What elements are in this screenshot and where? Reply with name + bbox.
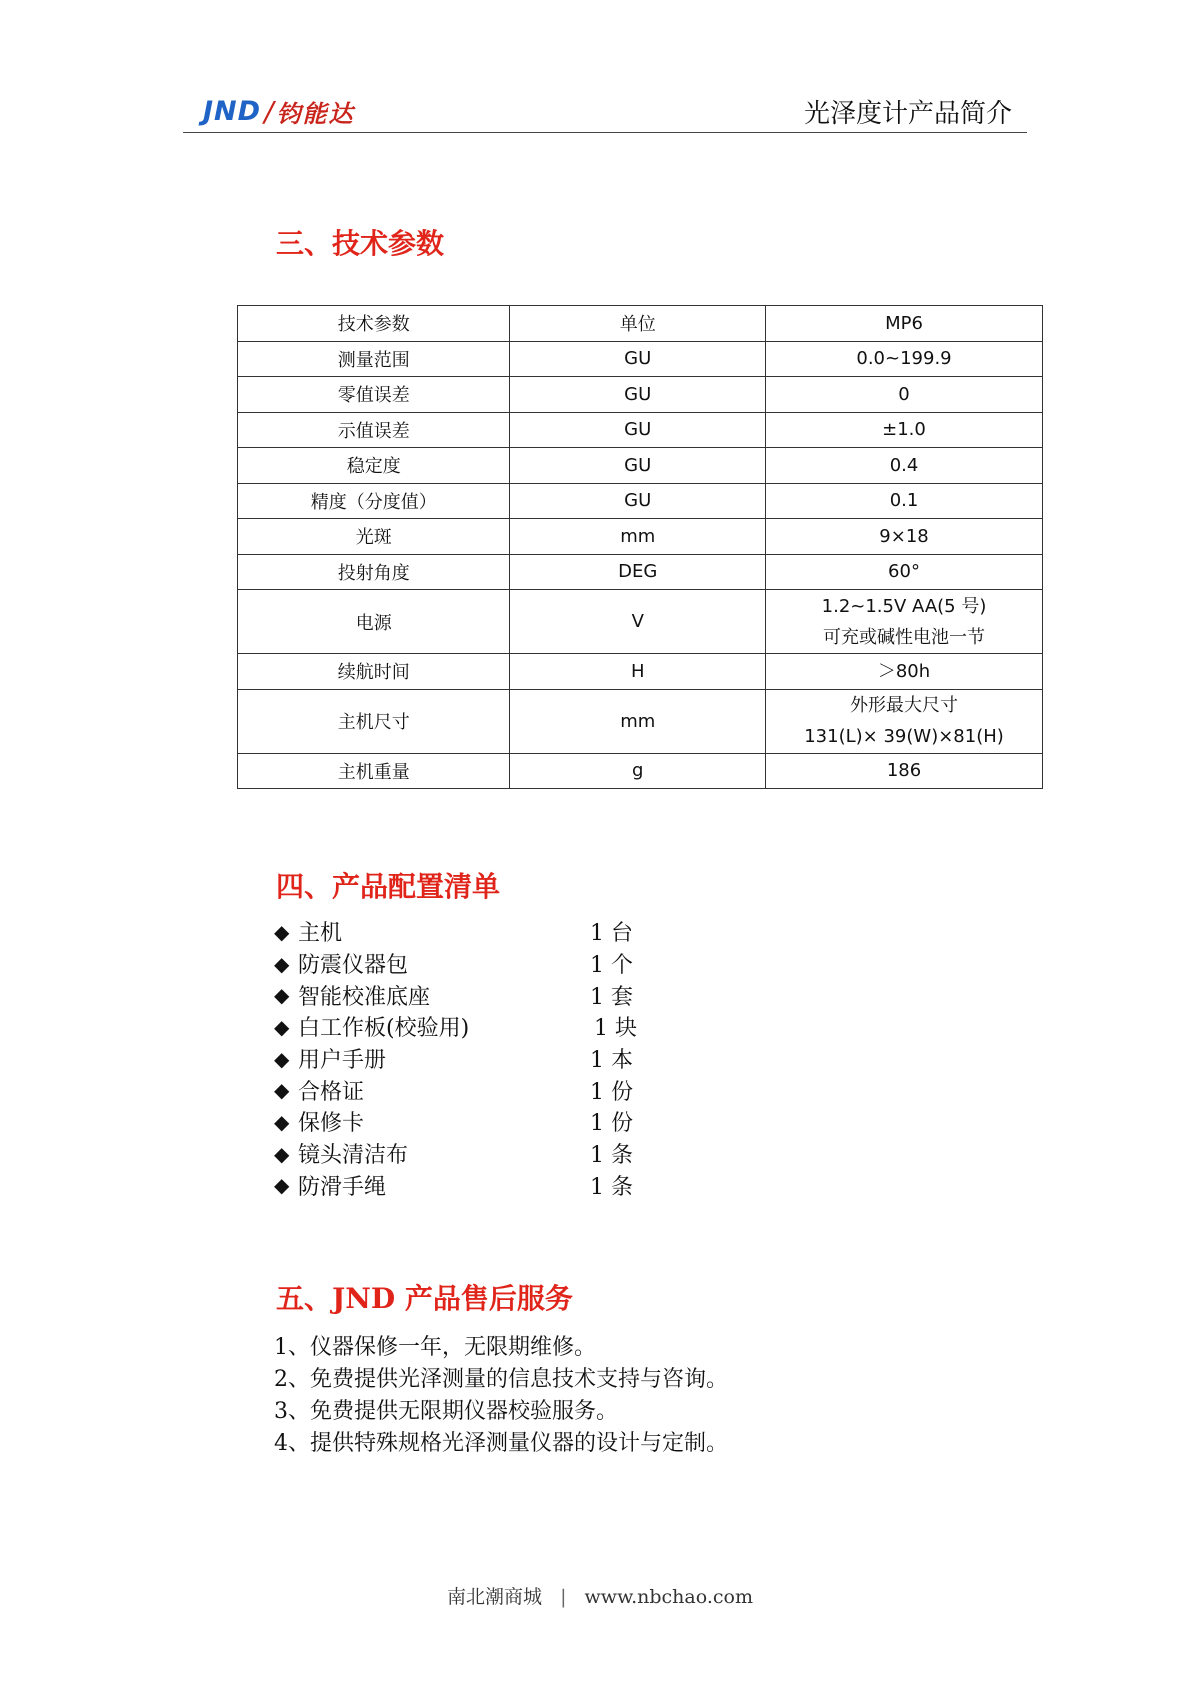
logo-latin-text: JND xyxy=(203,95,262,127)
list-item xyxy=(274,1043,774,1075)
value-cell: 60° xyxy=(766,554,1043,590)
diamond-bullet-icon: ◆ xyxy=(274,1078,290,1103)
list-item xyxy=(274,916,774,948)
param-cell: 电源 xyxy=(238,590,510,654)
param-cell: 光斑 xyxy=(238,519,510,555)
item-quantity: 1 台 xyxy=(590,921,633,947)
header-unit: 单位 xyxy=(510,306,766,342)
value-line: 1.2~1.5V AA(5 号) xyxy=(821,595,987,617)
item-quantity: 1 套 xyxy=(590,984,633,1010)
param-cell: 测量范围 xyxy=(238,341,510,377)
param-cell: 示值误差 xyxy=(238,412,510,448)
item-quantity: 1 本 xyxy=(590,1048,633,1074)
item-name: 合格证 xyxy=(298,1079,365,1105)
param-cell: 精度（分度值） xyxy=(238,483,510,519)
item-quantity: 1 条 xyxy=(590,1174,633,1200)
unit-cell: GU xyxy=(510,377,766,413)
value-line: 外形最大尺寸 xyxy=(850,695,958,716)
table-row xyxy=(238,753,1043,789)
after-sales-list xyxy=(274,1332,1034,1460)
item-name: 主机 xyxy=(298,921,343,947)
value-line: 可充或碱性电池一节 xyxy=(823,626,985,648)
item-name: 白工作板(校验用) xyxy=(298,1016,470,1042)
item-quantity: 1 份 xyxy=(590,1111,633,1137)
item-name: 防滑手绳 xyxy=(298,1174,387,1200)
after-sales-heading: 五、JND 产品售后服务 xyxy=(276,1282,573,1315)
table-row xyxy=(238,377,1043,413)
param-cell: 续航时间 xyxy=(238,654,510,690)
value-cell: 0.4 xyxy=(766,448,1043,484)
item-name: 智能校准底座 xyxy=(298,984,431,1010)
value-cell: ＞80h xyxy=(766,654,1043,690)
value-line: 131(L)× 39(W)×81(H) xyxy=(804,726,1004,747)
list-item xyxy=(274,1138,774,1170)
item-name: 防震仪器包 xyxy=(298,953,409,979)
footer-site-name: 南北潮商城 xyxy=(447,1586,543,1608)
value-cell: 9×18 xyxy=(766,519,1043,555)
list-item: 4、提供特殊规格光泽测量仪器的设计与定制。 xyxy=(274,1431,728,1456)
item-name: 用户手册 xyxy=(298,1048,387,1074)
table-row xyxy=(238,689,1043,753)
unit-cell: DEG xyxy=(510,554,766,590)
list-item xyxy=(274,1106,774,1138)
logo-chinese-text: 钧能达 xyxy=(276,99,355,128)
list-item xyxy=(274,1074,774,1106)
param-cell: 主机重量 xyxy=(238,753,510,789)
param-cell: 零值误差 xyxy=(238,377,510,413)
diamond-bullet-icon: ◆ xyxy=(274,1046,290,1071)
table-row xyxy=(238,412,1043,448)
diamond-bullet-icon: ◆ xyxy=(274,1141,290,1166)
table-row xyxy=(238,448,1043,484)
item-quantity: 1 个 xyxy=(590,953,633,979)
param-cell: 稳定度 xyxy=(238,448,510,484)
list-item: 2、免费提供光泽测量的信息技术支持与咨询。 xyxy=(274,1367,728,1392)
footer-separator: | xyxy=(560,1586,567,1608)
spec-table xyxy=(237,305,1043,789)
item-name: 镜头清洁布 xyxy=(298,1143,409,1169)
diamond-bullet-icon: ◆ xyxy=(274,1109,290,1134)
item-name: 保修卡 xyxy=(298,1111,365,1137)
value-cell xyxy=(766,590,1043,654)
list-item: 3、免费提供无限期仪器校验服务。 xyxy=(274,1399,618,1424)
unit-cell: mm xyxy=(510,519,766,555)
param-cell: 投射角度 xyxy=(238,554,510,590)
footer-url: www.nbchao.com xyxy=(584,1586,753,1608)
diamond-bullet-icon: ◆ xyxy=(274,919,290,944)
header-param: 技术参数 xyxy=(238,306,510,342)
param-cell: 主机尺寸 xyxy=(238,689,510,753)
value-cell: 186 xyxy=(766,753,1043,789)
value-cell: 0.0~199.9 xyxy=(766,341,1043,377)
table-row xyxy=(238,341,1043,377)
config-list xyxy=(274,916,774,1201)
logo-divider: / xyxy=(264,94,274,128)
config-list-heading: 四、产品配置清单 xyxy=(276,870,501,903)
diamond-bullet-icon: ◆ xyxy=(274,1014,290,1039)
value-cell: ±1.0 xyxy=(766,412,1043,448)
diamond-bullet-icon: ◆ xyxy=(274,951,290,976)
value-cell: 0.1 xyxy=(766,483,1043,519)
unit-cell: mm xyxy=(510,689,766,753)
list-item xyxy=(274,948,774,980)
document-title: 光泽度计产品简介 xyxy=(803,99,1012,129)
table-row xyxy=(238,554,1043,590)
tech-params-heading: 三、技术参数 xyxy=(276,227,445,260)
table-row xyxy=(238,654,1043,690)
diamond-bullet-icon: ◆ xyxy=(274,983,290,1008)
item-quantity: 1 条 xyxy=(590,1143,633,1169)
table-row xyxy=(238,519,1043,555)
diamond-bullet-icon: ◆ xyxy=(274,1173,290,1198)
unit-cell: GU xyxy=(510,412,766,448)
list-item: 1、仪器保修一年，无限期维修。 xyxy=(274,1335,596,1360)
unit-cell: GU xyxy=(510,448,766,484)
page-header xyxy=(183,86,1027,133)
header-model: MP6 xyxy=(766,306,1043,342)
unit-cell: GU xyxy=(510,341,766,377)
item-quantity: 1 块 xyxy=(594,1016,637,1042)
unit-cell: V xyxy=(510,590,766,654)
list-item xyxy=(274,979,774,1011)
unit-cell: g xyxy=(510,753,766,789)
page-footer xyxy=(0,1582,1200,1609)
jnd-logo xyxy=(203,94,355,128)
table-header-row xyxy=(238,306,1043,342)
value-cell: 0 xyxy=(766,377,1043,413)
table-row xyxy=(238,590,1043,654)
unit-cell: GU xyxy=(510,483,766,519)
list-item xyxy=(274,1011,774,1043)
list-item xyxy=(274,1170,774,1202)
value-cell xyxy=(766,689,1043,753)
unit-cell: H xyxy=(510,654,766,690)
table-row xyxy=(238,483,1043,519)
item-quantity: 1 份 xyxy=(590,1079,633,1105)
